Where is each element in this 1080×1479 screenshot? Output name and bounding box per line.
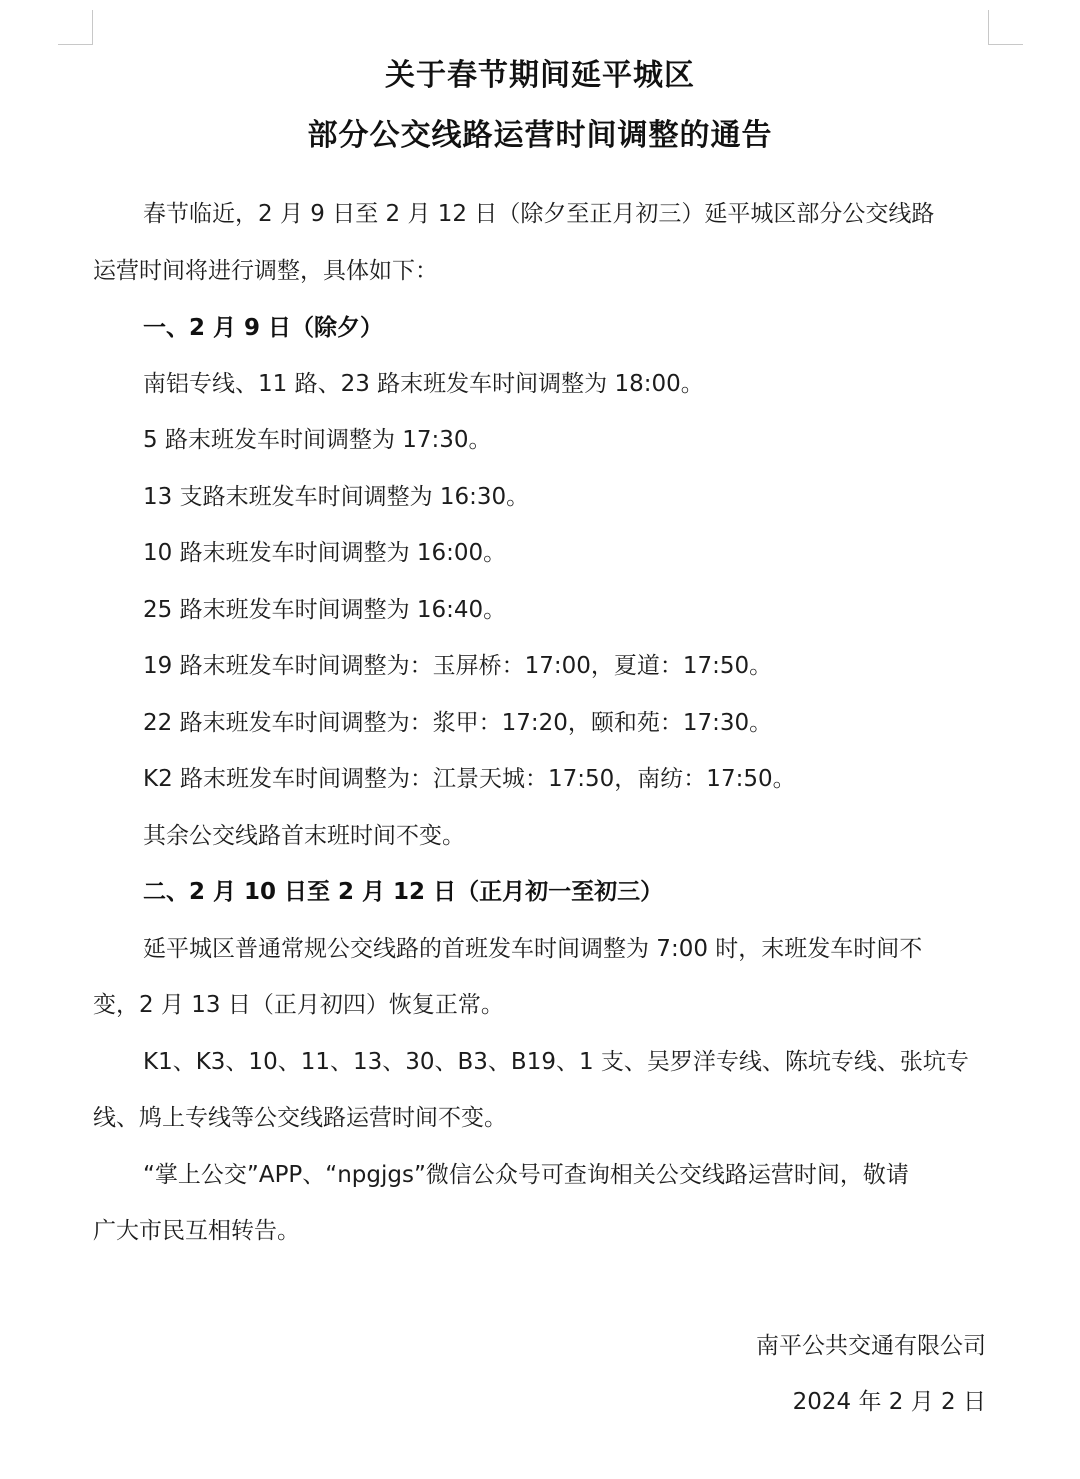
section-2-paragraph-2-line-1: K1、K3、10、11、13、30、B3、B19、1 支、吴罗洋专线、陈坑专线、张坑专 xyxy=(143,1049,969,1075)
notice-title-line-1: 关于春节期间延平城区 xyxy=(385,58,695,93)
section-1-item: 25 路末班发车时间调整为 16:40。 xyxy=(143,597,507,623)
section-2-paragraph-1-line-2: 变，2 月 13 日（正月初四）恢复正常。 xyxy=(93,992,504,1018)
section-2-paragraph-3-line-1: “掌上公交”APP、“npgjgs”微信公众号可查询相关公交线路运营时间，敬请 xyxy=(143,1162,909,1188)
section-1-item: K2 路末班发车时间调整为：江景天城：17:50，南纺：17:50。 xyxy=(143,766,796,792)
section-1-item: 19 路末班发车时间调整为：玉屏桥：17:00，夏道：17:50。 xyxy=(143,653,773,679)
section-1-item: 22 路末班发车时间调整为：浆甲：17:20，颐和苑：17:30。 xyxy=(143,710,773,736)
section-1-heading: 一、2 月 9 日（除夕） xyxy=(143,315,384,341)
section-2-paragraph-2-line-2: 线、鸠上专线等公交线路运营时间不变。 xyxy=(93,1105,507,1131)
notice-title-line-2: 部分公交线路运营时间调整的通告 xyxy=(307,118,773,153)
section-1-item: 其余公交线路首末班时间不变。 xyxy=(143,823,465,849)
section-1-item: 10 路末班发车时间调整为 16:00。 xyxy=(143,540,507,566)
signature-company: 南平公共交通有限公司 xyxy=(756,1333,986,1359)
section-1-item: 13 支路末班发车时间调整为 16:30。 xyxy=(143,484,530,510)
section-1-item: 5 路末班发车时间调整为 17:30。 xyxy=(143,427,492,453)
section-2-paragraph-1-line-1: 延平城区普通常规公交线路的首班发车时间调整为 7:00 时，末班发车时间不 xyxy=(143,936,923,962)
intro-line-1: 春节临近，2 月 9 日至 2 月 12 日（除夕至正月初三）延平城区部分公交线路 xyxy=(143,201,935,227)
intro-line-2: 运营时间将进行调整，具体如下： xyxy=(93,258,438,284)
page-corner-mark-top-right xyxy=(988,10,1023,45)
section-2-heading: 二、2 月 10 日至 2 月 12 日（正月初一至初三） xyxy=(143,879,664,905)
section-1-item: 南铝专线、11 路、23 路末班发车时间调整为 18:00。 xyxy=(143,371,704,397)
signature-date: 2024 年 2 月 2 日 xyxy=(792,1389,986,1415)
page-corner-mark-top-left xyxy=(58,10,93,45)
section-2-paragraph-3-line-2: 广大市民互相转告。 xyxy=(93,1218,300,1244)
